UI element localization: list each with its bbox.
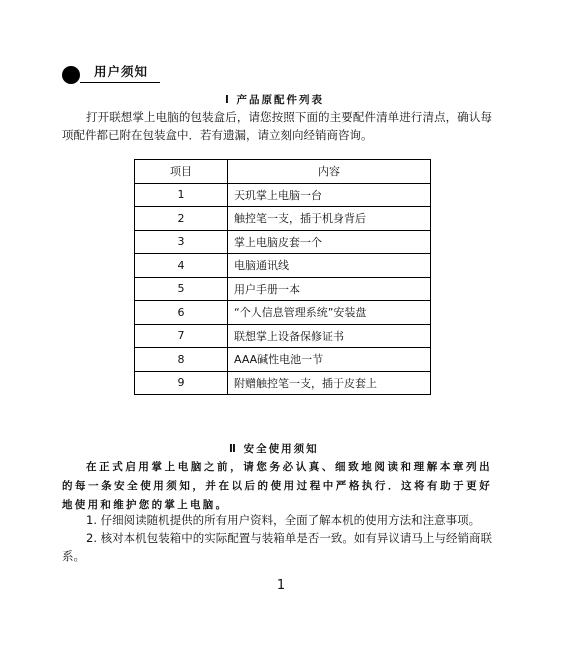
page-number: 1 [276, 578, 286, 593]
row-no: 3 [135, 230, 228, 254]
column-header-no: 项目 [135, 160, 228, 184]
row-no: 5 [135, 277, 228, 301]
row-no: 8 [135, 348, 228, 372]
section2-intro: 在正式启用掌上电脑之前，请您务必认真、细致地阅读和理解本章列出的每一条安全使用须知，并在以后的使用过程中严格执行．这将有助于更好地使用和维护您的掌上电脑。 [62, 461, 492, 511]
row-item: 电脑通讯线 [228, 254, 431, 278]
table-row [135, 230, 431, 254]
bullet-dot-icon [62, 66, 80, 84]
header-title: 用户须知 [94, 64, 149, 79]
table-row [135, 207, 431, 231]
row-item: “个人信息管理系统”安装盘 [228, 301, 431, 325]
section2-item-1: 1. 仔细阅读随机提供的所有用户资料，全面了解本机的使用方法和注意事项。 [86, 513, 481, 527]
table-row [135, 301, 431, 325]
header-underline [80, 82, 160, 83]
row-item: 掌上电脑皮套一个 [228, 230, 431, 254]
table-row [135, 183, 431, 207]
section-header [62, 62, 160, 84]
parts-table [134, 159, 431, 395]
row-item: 联想掌上设备保修证书 [228, 324, 431, 348]
row-item: 附赠触控笔一支，插于皮套上 [228, 371, 431, 395]
section2-title: Ⅱ 安全使用须知 [229, 443, 319, 455]
row-no: 2 [135, 207, 228, 231]
table-row [135, 371, 431, 395]
row-no: 9 [135, 371, 228, 395]
row-item: 天玑掌上电脑一台 [228, 183, 431, 207]
column-header-content: 内容 [228, 160, 431, 184]
section1-intro: 打开联想掌上电脑的包装盒后，请您按照下面的主要配件清单进行清点，确认每项配件都已附在包装盒中．若有遗漏，请立刻向经销商咨询。 [62, 110, 492, 142]
row-no: 6 [135, 301, 228, 325]
row-no: 7 [135, 324, 228, 348]
table-row [135, 348, 431, 372]
row-item: 用户手册一本 [228, 277, 431, 301]
row-no: 4 [135, 254, 228, 278]
row-item: AAA碱性电池一节 [228, 348, 431, 372]
table-row [135, 254, 431, 278]
table-row [135, 324, 431, 348]
table-header-row [135, 160, 431, 184]
row-item: 触控笔一支，插于机身背后 [228, 207, 431, 231]
section1-title: Ⅰ 产品原配件列表 [225, 94, 325, 106]
table-row [135, 277, 431, 301]
row-no: 1 [135, 183, 228, 207]
section2-item-2: 2. 核对本机包装箱中的实际配置与装箱单是否一致。如有异议请马上与经销商联系。 [62, 531, 492, 563]
